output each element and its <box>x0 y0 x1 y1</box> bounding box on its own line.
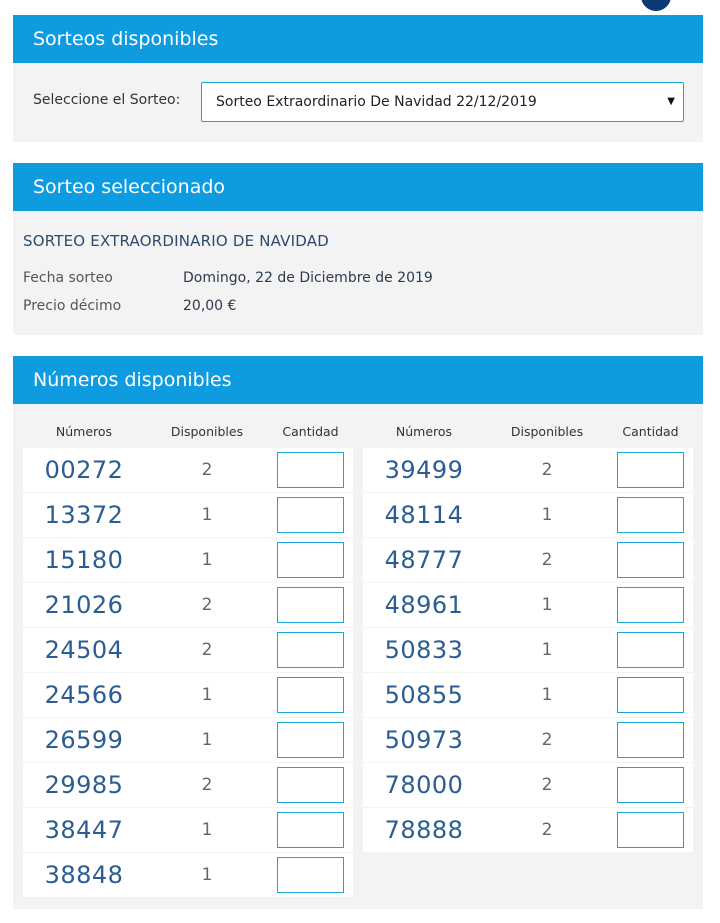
cantidad-input[interactable] <box>277 812 344 848</box>
sorteo-select-row <box>13 82 703 122</box>
cantidad-input[interactable] <box>277 767 344 803</box>
cantidad-input[interactable] <box>617 632 684 668</box>
table-row <box>363 763 693 807</box>
table-row <box>363 673 693 717</box>
numero: 39499 <box>384 456 464 484</box>
cantidad-input[interactable] <box>277 722 344 758</box>
cantidad-input[interactable] <box>617 812 684 848</box>
numero: 48114 <box>384 501 464 529</box>
cantidad-input[interactable] <box>617 767 684 803</box>
numero: 15180 <box>44 546 124 574</box>
sorteo-seleccionado-title: Sorteo seleccionado <box>13 163 703 211</box>
disponibles: 2 <box>201 640 213 660</box>
precio-label: Precio décimo <box>23 298 122 314</box>
disponibles: 1 <box>201 820 213 840</box>
sorteo-select-label: Seleccione el Sorteo: <box>33 92 181 108</box>
sorteo-select[interactable] <box>201 82 684 122</box>
numbers-table-left <box>23 448 353 898</box>
table-row <box>363 808 693 852</box>
sorteo-name: SORTEO EXTRAORDINARIO DE NAVIDAD <box>23 232 329 250</box>
disponibles: 1 <box>201 865 213 885</box>
numero: 48777 <box>384 546 464 574</box>
disponibles: 2 <box>201 595 213 615</box>
disponibles: 1 <box>541 640 553 660</box>
cantidad-input[interactable] <box>277 677 344 713</box>
cantidad-input[interactable] <box>617 677 684 713</box>
numero: 21026 <box>44 591 124 619</box>
cantidad-input[interactable] <box>617 542 684 578</box>
numero: 50973 <box>384 726 464 754</box>
cantidad-input[interactable] <box>277 452 344 488</box>
table-row <box>363 628 693 672</box>
cantidad-input[interactable] <box>617 722 684 758</box>
cantidad-input[interactable] <box>617 497 684 533</box>
disponibles: 2 <box>541 550 553 570</box>
numero: 78000 <box>384 771 464 799</box>
header-numeros-right: Números <box>395 424 453 439</box>
table-row <box>23 583 353 627</box>
cantidad-input[interactable] <box>277 497 344 533</box>
cantidad-input[interactable] <box>277 587 344 623</box>
sorteos-disponibles-panel <box>13 15 703 142</box>
caret-down-icon: ▼ <box>667 96 675 107</box>
disponibles: 2 <box>201 775 213 795</box>
numero: 29985 <box>44 771 124 799</box>
cantidad-input[interactable] <box>617 587 684 623</box>
cantidad-input[interactable] <box>617 452 684 488</box>
cantidad-input[interactable] <box>277 857 344 893</box>
sorteos-disponibles-title: Sorteos disponibles <box>13 15 703 63</box>
header-disponibles-right: Disponibles <box>510 424 584 439</box>
numero: 26599 <box>44 726 124 754</box>
header-cantidad-right: Cantidad <box>622 424 679 439</box>
disponibles: 2 <box>541 460 553 480</box>
table-row <box>23 718 353 762</box>
disponibles: 2 <box>541 730 553 750</box>
cantidad-input[interactable] <box>277 632 344 668</box>
disponibles: 2 <box>201 460 213 480</box>
table-row <box>23 853 353 897</box>
table-row <box>363 538 693 582</box>
fecha-value: Domingo, 22 de Diciembre de 2019 <box>183 270 433 286</box>
column-headers <box>13 424 703 442</box>
numero: 24504 <box>44 636 124 664</box>
table-row <box>23 538 353 582</box>
numero: 13372 <box>44 501 124 529</box>
disponibles: 1 <box>541 595 553 615</box>
table-row <box>23 673 353 717</box>
table-row <box>23 628 353 672</box>
numero: 24566 <box>44 681 124 709</box>
disponibles: 1 <box>541 505 553 525</box>
disponibles: 1 <box>201 505 213 525</box>
disponibles: 1 <box>201 550 213 570</box>
user-icon[interactable] <box>641 0 671 11</box>
numero: 38447 <box>44 816 124 844</box>
table-row <box>363 718 693 762</box>
table-row <box>23 493 353 537</box>
sorteo-seleccionado-panel <box>13 163 703 335</box>
header-cantidad-left: Cantidad <box>282 424 339 439</box>
header-numeros-left: Números <box>55 424 113 439</box>
disponibles: 2 <box>541 820 553 840</box>
disponibles: 1 <box>541 685 553 705</box>
precio-value: 20,00 € <box>183 298 237 314</box>
table-row <box>363 583 693 627</box>
numeros-disponibles-panel <box>13 356 703 909</box>
table-row <box>23 808 353 852</box>
table-row <box>363 493 693 537</box>
cantidad-input[interactable] <box>277 542 344 578</box>
numeros-disponibles-title: Números disponibles <box>13 356 703 404</box>
numbers-table-right <box>363 448 693 853</box>
numero: 78888 <box>384 816 464 844</box>
numero: 38848 <box>44 861 124 889</box>
numero: 50855 <box>384 681 464 709</box>
numero: 50833 <box>384 636 464 664</box>
disponibles: 1 <box>201 685 213 705</box>
numero: 00272 <box>44 456 124 484</box>
fecha-label: Fecha sorteo <box>23 270 113 286</box>
disponibles: 1 <box>201 730 213 750</box>
table-row <box>23 448 353 492</box>
table-row <box>23 763 353 807</box>
disponibles: 2 <box>541 775 553 795</box>
numero: 48961 <box>384 591 464 619</box>
table-row <box>363 448 693 492</box>
sorteo-select-value: Sorteo Extraordinario De Navidad 22/12/2019 <box>216 94 537 110</box>
header-disponibles-left: Disponibles <box>170 424 244 439</box>
